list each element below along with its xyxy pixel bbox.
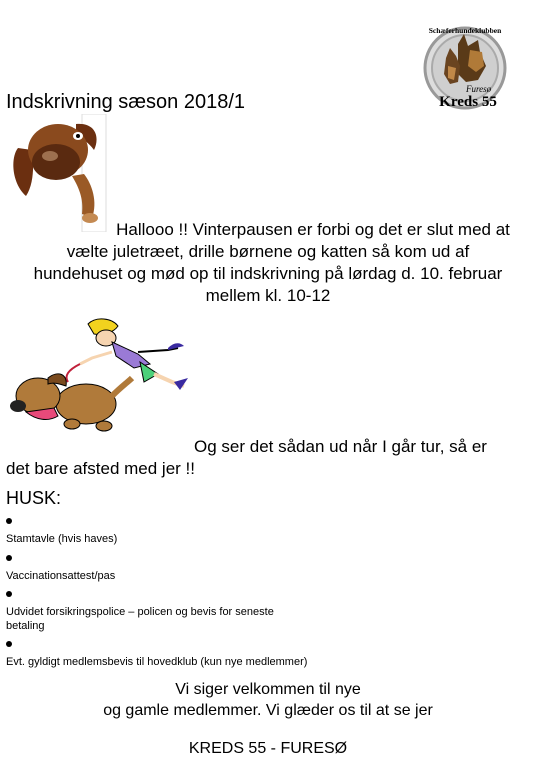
logo-kreds: Kreds 55	[439, 94, 497, 110]
intro-paragraph	[6, 219, 530, 307]
checklist-item: Vaccinationsattest/pas	[6, 570, 116, 582]
closing-message	[0, 679, 536, 721]
bullet-icon	[6, 591, 12, 597]
closing-line-1: Vi siger velkommen til nye	[175, 681, 361, 698]
checklist-item: Stamtavle (hvis haves)	[6, 533, 118, 545]
logo-club-name: Schæferhundeklubben	[428, 26, 502, 35]
walking-paragraph	[6, 436, 530, 480]
closing-line-2: og gamle medlemmer. Vi glæder os til at se jer	[103, 702, 433, 719]
dog-walking-person-icon	[8, 312, 192, 446]
intro-line-1: Hallooo !! Vinterpausen er forbi og det er slut med at	[116, 220, 510, 239]
intro-line-4: mellem kl. 10-12	[205, 286, 331, 305]
club-logo	[420, 22, 510, 112]
logo-fureso: Furesø	[466, 84, 492, 94]
page-title: Indskrivning sæson 2018/1	[6, 91, 246, 113]
husk-heading: HUSK:	[6, 488, 62, 508]
checklist-item: Evt. gyldigt medlemsbevis til hovedklub (kun nye medlemmer)	[6, 656, 308, 668]
walking-line-2: det bare afsted med jer !!	[6, 459, 195, 478]
walking-line-1: Og ser det sådan ud når I går tur, så er	[194, 437, 487, 456]
intro-line-2: vælte juletræet, drille børnene og katten så kom ud af	[66, 242, 470, 261]
footer-signature: KREDS 55 - FURESØ	[188, 740, 348, 757]
intro-line-3: hundehuset og mød op til indskrivning på lørdag d. 10. februar	[33, 264, 503, 283]
bullet-icon	[6, 555, 12, 561]
peeking-dog-icon	[12, 114, 108, 232]
bullet-icon	[6, 641, 12, 647]
bullet-icon	[6, 518, 12, 524]
checklist-item: Udvidet forsikringspolice – policen og bevis for seneste betaling	[6, 606, 274, 632]
